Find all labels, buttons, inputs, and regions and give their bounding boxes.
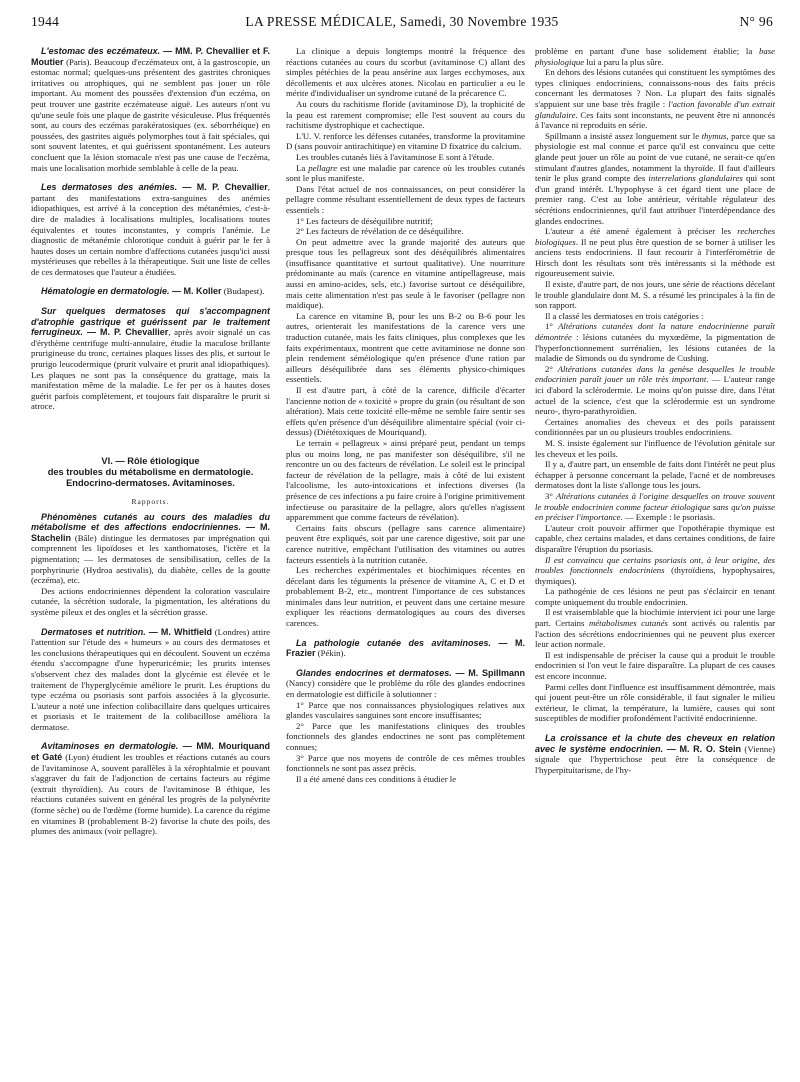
list-item: 2° Les facteurs de révélation de ce déséquilibre. [296,226,464,237]
paragraph: Le terrain « pellagreux » ainsi préparé peut, pendant un temps plus ou moins long, ne pas manifester son déséquilibre, s'il ne rencontre un ou des facteurs de révélation. Le soleil est le principal facteur de révélation de la pellagre, mais à côté de lui existent l'alcoolisme, les auto-intoxications et infections diverses (la présence de ces infections a pu faire croire à l'origine primitivement infectieuse ou parasitaire de la pellagre, alors qu'elles n'agissent apparemment que comme facteurs de révélation). [286,437,525,523]
paragraph: Il existe, d'autre part, de nos jours, une série de réactions décelant le trouble glandulaire dont M. S. a résumé les principales à la fin de son rapport. [535,279,775,311]
paragraph: Dans l'état actuel de nos connaissances, on peut considérer la pellagre comme résultant essentiellement de deux types de facteurs essentiels : [286,183,525,215]
article-glandes: Glandes endocrines et dermatoses. — M. Spillmann (Nancy) considère que le problème du rôle des glandes endocrines en dermatologie est difficile à solutionner : [286,667,525,700]
paragraph: Il y a, d'autre part, un ensemble de faits dont l'intérêt ne peut plus échapper à personne concernant la pelade, l'acné et de nombreuses dermatoses dont la liste s'allonge tous les jours. [535,459,775,491]
paragraph: M. S. insiste également sur l'influence de l'évolution génitale sur les cheveux et les poils. [535,437,775,459]
paragraph: La carence en vitamine B, pour les uns B-2 ou B-6 pour les autres, orienterait les manifestations de la carence vers une traduction cutanée, mais les faits cliniques, plus complexes que les faits expérimentaux, montrent que cette avitaminose ne donne son plein rendement séméiologique qu'en présence d'une ration par ailleurs déséquilibrée dans ses éléments physico-chimiques essentiels. [286,310,525,385]
page-header [31,14,773,34]
issue-number: N° 96 [739,14,773,29]
paragraph: En dehors des lésions cutanées qui constituent les symptômes des types cliniques endocriniens, connaissons-nous des faits précis concernant les dermatoses ? Non. La plupart des faits signalés s'appuient sur une base très fragile : l'action favorable d'un extrait glandulaire. Ces faits sont inconstants, ne peuvent être ni annoncés à l'avance ni reproduits en série. [535,67,775,131]
paragraph: Il est vraisemblable que la biochimie intervient ici pour une large part. Certains métabolismes cutanés sont activés ou ralentis par l'action des sécrétions endocriniennes qui ne peuvent plus exercer leur action normale. [535,607,775,650]
article-frazier: La pathologie cutanée des avitaminoses. — M. Frazier (Pékin). [286,637,525,659]
paragraph: Les troubles cutanés liés à l'avitaminose E sont à l'étude. [296,151,495,162]
paragraph: Il a classé les dermatoses en trois catégories : [545,310,704,321]
list-item: 2° Altérations cutanées dans la genèse desquelles le trouble endocrinien paraît jouer un rôle très important. — L'auteur range ici d'abord la sclérodermie. Le moins qu'on puisse dire, dans l'état actuel de la science, c'est que la sclérodermie est un syndrome neuro-, thyro-parathyroïdien. [535,363,775,417]
article-cheveux: La croissance et la chute des cheveux en relation avec le système endocrinien. — M. R. O. Stein (Vienne) signale que l'hypertrichose peut être la conséquence de l'hyperpituitarisme, de l'hy- [535,733,775,775]
article-eczema: L'estomac des eczémateux. — MM. P. Chevallier et F. Moutier (Paris). Beaucoup d'eczémateux ont, à la gastroscopie, un estomac normal; quelques-uns présentent des gastrites chroniques irritatives ou atrophiques, qui ne semblent pas jouer un rôle important. Au moment des poussées d'extension d'un eczéma, on peut trouver une gastrite eczémateuse aiguë. Les auteurs n'ont vu qu'une seule fois une plaque de gastrite vésiculeuse. Plus fréquentés sont, au cours des eczémas parakératosiques (ex. séborrhéique) en poussées, des gastrites aiguës polymorphes tout à fait spéciales, qui sont souvent latentes, et qui guérissent spontanément. Les auteurs concluent que la lésion stomacale n'est pas une cause de l'eczéma, mais une localisation morbide semblable à celle de la peau. [31,46,270,173]
article-hematologie: Hématologie en dermatologie. — M. Koller (Budapest). [41,286,265,297]
paragraph: Il est indispensable de préciser la cause qui a produit le trouble endocrinien si l'on veut le faire disparaître. La plupart de ces causes est encore inconnue. [535,649,775,682]
paragraph: Des actions endocriniennes dépendent la coloration vasculaire cutanée, la sécrétion sudorale, la pigmentation, les altérations du système pileux et des ongles et la sécrétion grasse. [31,585,270,617]
paragraph: La pellagre est une maladie par carence où les troubles cutanés sont le plus manifeste. [286,162,525,184]
list-item: 3° Parce que nos moyens de contrôle de ces mêmes troubles fonctionnels ne sont pas assez précis. [286,752,525,774]
page-number: 1944 [31,14,60,29]
article-atrophie: Sur quelques dermatoses qui s'accompagnent d'atrophie gastrique et guérissent par le traitement ferrugineux. — M. P. Chevallier, après avoir signalé un cas d'érythème centrifuge multi-annulaire, étudie la maculose brillante prurigineuse du tronc, certaines plaques lisses des plis, et surtout le prurigo leucodermique (prurit vulvaire et prurit anal idiopathiques). Les plaques ne sont pas la conséquence du grattage, mais la manifestation même de la maladie. Le fer per os à hautes doses guérit parfois complètement, et toujours fait disparaître le prurit si atroce. [31,306,270,412]
column-right [535,46,775,1066]
list-item: 1° Altérations cutanées dont la nature endocrinienne paraît démontrée : lésions cutanées du myxœdème, la pigmentation de l'hyperfonctionnement surrénalien, les lésions cutanées de la maladie de Simonds ou du syndrome de Cushing. [535,321,775,364]
paragraph: Certains faits obscurs (pellagre sans carence alimentaire) peuvent être expliqués, soit par une carence digestive, soit par une carence nutritive, empêchant l'utilisation des vitamines ou autres facteurs essentiels à la nutrition cutanée. [286,522,525,565]
paragraph: Il a été amené dans ces conditions à étudier le [296,773,457,784]
paragraph: Il est convaincu que certains psoriasis ont, à leur origine, des troubles fonctionnels endocriniens (thyroïdiens, hypophysaires, thymiques). [535,554,775,586]
column-left [31,46,270,1066]
paragraph: La pathogénie de ces lésions ne peut pas s'éclaircir en tenant compte uniquement du trouble endocrinien. [535,586,775,607]
article-avitaminoses: Avitaminoses en dermatologie. — MM. Mouriquand et Gaté (Lyon) étudient les troubles et réactions cutanés au cours de l'avitaminose A, souvent parallèles à la xérophtalmie et pouvant s'aggraver du fait de l'adjonction de certains facteurs au régime (extrait thyroïdien). Au cours de l'avitaminose B éthique, les réactions cutanées suivent en général les progrès de la polynévrite (forme sèche) ou de l'œdème (forme humide). La carence du régime en vitamines B (probablement B-2) favorise la chute des poils, des plumes des animaux (voir pellagre). [31,741,270,837]
journal-title: LA PRESSE MÉDICALE, Samedi, 30 Novembre 1935 [245,14,559,29]
article-metabolisme: Phénomènes cutanés au cours des maladies du métabolisme et des affections endocriniennes. — M. Stachelin (Bâle) distingue les dermatoses par imprégnation qui comprennent les lipoïdoses et les xanthomatoses, l'ictère et la pigmentation; — les dermatoses de sensibilisation, celles de la porphyrinurie (Hydroa aestivalis), du diabète, celles de la goutte (eczéma), etc. [31,511,270,586]
paragraph: Il est d'autre part, à côté de la carence, difficile d'écarter l'ancienne notion de « toxicité » propre du grain (ou résultant de son altération). Mais cette toxicité elle-même ne semble faire sentir ses effets qu'en présence d'un déséquilibre alimentaire spécial (voir ci-dessus) (Diététoxiques de Mouriquand). [286,385,525,438]
paragraph: On peut admettre avec la grande majorité des auteurs que presque tous les pellagreux sont des déséquilibrés alimentaires (insuffisance quantitative et surtout qualitative). Une nourriture prédominante au maïs (carence en vitamine antipellagreuse, mais aussi en amino-acides, sels, etc.) favorise surtout ce déséquilibre, mais cette alimentation n'est pas seule à le favoriser (pellagre non maïdique). [286,236,525,311]
list-item: 1° Les facteurs de déséquilibre nutritif; [296,215,433,226]
article-anemies: Les dermatoses des anémies. — M. P. Chevallier, partant des manifestations extra-sanguines des anémies idiopathiques, est arrivé à la conception des métanémies, c'est-à-dire de maladies à localisations multiples, localisations toutes équivalentes et toutes inconstantes, y compris l'anémie. Le diagnostic de métanémie chlorotique conduit à guérir par le fer à hautes doses un certain nombre d'affections cutanées jusqu'ici aussi mystérieuses que rebelles à la thérapeutique. Suit une liste de celles de ces dermatoses que l'auteur a étudiées. [31,182,270,277]
paragraph: Les recherches expérimentales et biochimiques récentes en décelant dans les téguments la présence de vitamine A, C et D et probablement B-2, etc., montrent l'importance de ces substances minimales dans leur nutrition, et peuvent dans une certaine mesure expliquer les réactions dermatologiques au cours des diverses carences. [286,565,525,629]
rapports-label: Rapports. [131,497,170,506]
paragraph: Au cours du rachitisme floride (avitaminose D), la trophicité de la peau est rarement compromise; elle l'est souvent au cours du rachitisme dystrophique et cachectique. [286,98,525,131]
list-item: 3° Altérations cutanées à l'origine desquelles on trouve souvent le trouble endocrinien comme facteur étiologique sans qu'on puisse en préciser l'importance. — Exemple : le psoriasis. [535,490,775,523]
list-item: 2° Parce que les manifestations cliniques des troubles fonctionnels des glandes endocrines ne sont pas complètement connues; [286,720,525,752]
list-item: 1° Parce que nos connaissances physiologiques relatives aux glandes vasculaires sanguines sont encore insuffisantes; [286,699,525,721]
paragraph: Parmi celles dont l'influence est insuffisamment démontrée, mais qui jouent peut-être un rôle considérable, il faut signaler le milieu extérieur, le climat, la température, la lumière, causes qui sont susceptibles de modifier profondément l'activité endocrinienne. [535,681,775,724]
paragraph: La clinique a depuis longtemps montré la fréquence des réactions cutanées au cours du scorbut (avitaminose C) allant des simples pétéchies de la peau ansérine aux larges ecchymoses, aux décollements et aux ulcères atones. Nicolau en particulier a eu le mérite d'individualiser un syndrome cutané de la précarence C. [286,46,525,99]
paragraph: L'auteur a été amené également à préciser les recherches biologiques. Il ne peut plus être question de se borner à utiliser les anciens tests endocriniens. Il faut recourir à l'interférométrie de Hirsch dont les résultats sont très intéressants si la méthode est rigoureusement suivie. [535,226,775,279]
paragraph: L'U. V. renforce les défenses cutanées, transforme la provitamine D (sans pouvoir antirachitique) en vitamine D fixatrice du calcium. [286,130,525,152]
paragraph: L'auteur croit pouvoir affirmer que l'opothérapie thymique est capable, chez certains malades, et dans certaines conditions, de faire disparaître l'éruption du psoriasis. [535,522,775,554]
paragraph: Certaines anomalies des cheveux et des poils paraissent conditionnées par un ou plusieurs troubles endocriniens. [535,416,775,438]
column-middle [286,46,525,1066]
paragraph: Spillmann a insisté assez longuement sur le thymus, parce que sa physiologie est mal connue et parce qu'il est convaincu que cette glande peut jouer un rôle au point de vue cutané, ne serait-ce qu'en stimulant d'autres glandes, notamment la thyroïde. Il faut d'ailleurs tenir le plus grand compte des interrelations glandulaires qui sont d'un grand intérêt. L'hypophyse à cet égard tient une place de premier rang. C'est au lobe antérieur, véritable régulateur des sécrétions endocriniennes, qu'il faut attribuer l'interdépendance des glandes endocrines. [535,130,775,226]
paragraph: problème en partant d'une base solidement établie; la base physiologique lui a paru la plus sûre. [535,46,775,67]
article-nutrition: Dermatoses et nutrition. — M. Whitfield (Londres) attire l'attention sur l'étude des « humeurs » au cours des dermatoses et les conclusions thérapeutiques qui en découlent. Souvent un eczéma étendu s'accompagne d'une hyperuricémie; les prurits intenses s'observent chez des malades dont la glycémie est élevée et le traitement de l'hyperglycémie améliore le prurit. Les éruptions du type eczéma ou psoriasis sont parfois associées à la glycosurie. L'auteur a noté une infection colibacillaire dans quelques urticaires et psoriasis et le traitement de la colibacillose améliora la dermatose. [31,626,270,732]
section-heading: VI. — Rôle étiologique des troubles du métabolisme en dermatologie. Endocrino-dermatoses. Avitaminoses. [47,456,254,488]
